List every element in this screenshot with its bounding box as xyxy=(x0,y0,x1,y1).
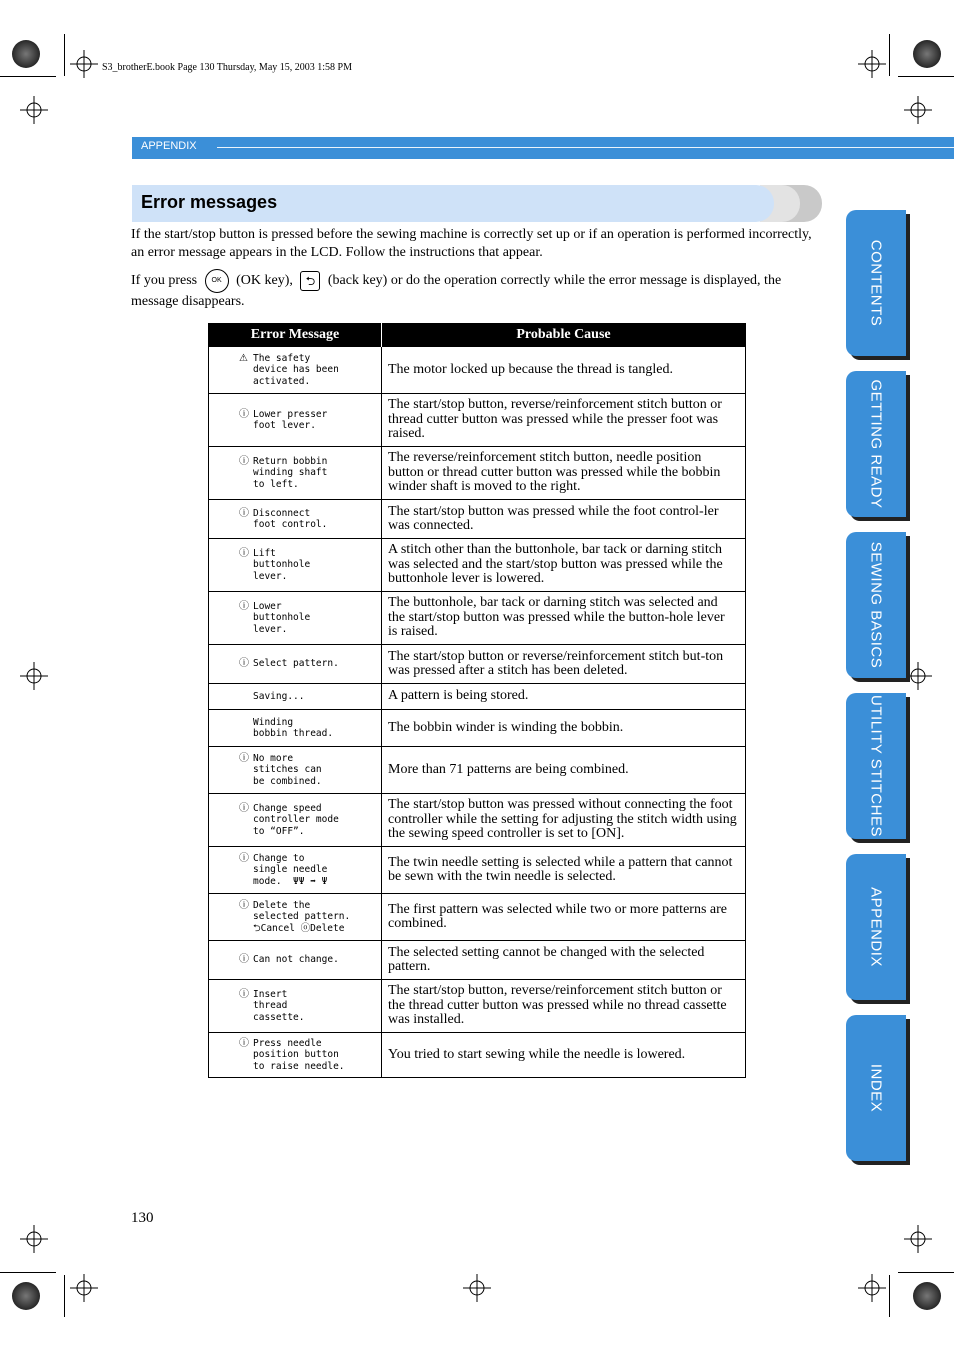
page-number: 130 xyxy=(131,1210,154,1226)
crosshair-mark xyxy=(904,1225,932,1253)
tab-label: APPENDIX xyxy=(867,887,885,967)
tab-label: CONTENTS xyxy=(867,239,885,327)
info-icon: ⓘ xyxy=(239,954,249,966)
info-icon: ⓘ xyxy=(239,1037,249,1049)
error-message-cell xyxy=(209,1033,382,1078)
crop-line xyxy=(0,76,56,77)
probable-cause-cell: You tried to start sewing while the needle is lowered. xyxy=(382,1033,746,1078)
info-icon: ⓘ xyxy=(239,547,249,559)
lcd-message: Select pattern. xyxy=(253,658,339,670)
lcd-message: Change speed controller mode to “OFF”. xyxy=(253,802,339,837)
lcd-message: Can not change. xyxy=(253,954,339,966)
section-label: APPENDIX xyxy=(141,140,197,152)
error-message-cell xyxy=(209,710,382,747)
lcd-message: Return bobbin winding shaft to left. xyxy=(253,455,328,490)
tab-sewing-basics[interactable] xyxy=(846,532,906,678)
ok-key-text: (OK key), xyxy=(236,273,293,289)
tab-label: UTILITY STITCHES xyxy=(867,695,885,837)
lcd-message: Lower presser foot lever. xyxy=(253,408,328,431)
registration-mark-top-left xyxy=(12,40,40,68)
crop-line xyxy=(889,34,890,76)
probable-cause-cell: The reverse/reinforcement stitch button, needle position button or thread cutter button was pressed while the bobbin winder shaft is moved to the right. xyxy=(382,447,746,500)
lcd-message: No more stitches can be combined. xyxy=(253,752,322,787)
probable-cause-cell: The start/stop button, reverse/reinforcement stitch button or the thread cutter button was pressed while no thread cassette was installed. xyxy=(382,980,746,1033)
probable-cause-cell: More than 71 patterns are being combined. xyxy=(382,747,746,794)
tab-getting-ready[interactable] xyxy=(846,371,906,517)
crosshair-mark xyxy=(70,1274,98,1302)
table-row xyxy=(209,941,746,980)
tab-appendix[interactable] xyxy=(846,854,906,1000)
file-header: S3_brotherE.book Page 130 Thursday, May 15, 2003 1:58 PM xyxy=(102,62,352,73)
crop-line xyxy=(64,34,65,76)
probable-cause-cell: The start/stop button was pressed while the foot control-ler was connected. xyxy=(382,500,746,539)
crosshair-mark xyxy=(463,1274,491,1302)
error-message-cell xyxy=(209,645,382,684)
table-row xyxy=(209,847,746,894)
section-bar xyxy=(132,137,954,159)
press-text-after: (back key) or do the operation correctly while the error message is displayed, the message disappears. xyxy=(131,273,782,309)
probable-cause-cell: A pattern is being stored. xyxy=(382,684,746,710)
tab-label: INDEX xyxy=(867,1063,885,1113)
press-paragraph xyxy=(131,269,821,311)
crop-line xyxy=(889,1275,890,1317)
table-row xyxy=(209,980,746,1033)
info-icon: ⓘ xyxy=(239,988,249,1000)
lcd-message: The safety device has been activated. xyxy=(253,352,339,387)
column-header-probable-cause: Probable Cause xyxy=(382,324,746,347)
crop-line xyxy=(64,1275,65,1317)
table-row xyxy=(209,710,746,747)
lcd-message: Press needle position button to raise needle. xyxy=(253,1037,345,1072)
tab-contents[interactable] xyxy=(846,210,906,356)
lcd-message: Delete the selected pattern. ⮌Cancel ⓞDelete xyxy=(253,899,351,934)
crop-line xyxy=(898,1272,954,1273)
back-key-icon: ⮌ xyxy=(300,271,320,291)
error-message-cell xyxy=(209,500,382,539)
error-message-cell xyxy=(209,894,382,941)
tab-index[interactable] xyxy=(846,1015,906,1161)
crosshair-mark xyxy=(904,96,932,124)
probable-cause-cell: The start/stop button or reverse/reinforcement stitch but-ton was pressed after a stitch has been deleted. xyxy=(382,645,746,684)
info-icon: ⓘ xyxy=(239,852,249,864)
error-message-cell xyxy=(209,941,382,980)
error-message-cell xyxy=(209,794,382,847)
probable-cause-cell: The selected setting cannot be changed with the selected pattern. xyxy=(382,941,746,980)
lcd-message: Lift buttonhole lever. xyxy=(253,547,311,582)
table-row xyxy=(209,794,746,847)
tab-label: SEWING BASICS xyxy=(867,541,885,669)
info-icon: ⓘ xyxy=(239,600,249,612)
crosshair-mark xyxy=(904,662,932,690)
info-icon: ⓘ xyxy=(239,455,249,467)
table-row xyxy=(209,894,746,941)
error-message-cell xyxy=(209,747,382,794)
info-icon: ⓘ xyxy=(239,802,249,814)
probable-cause-cell: The buttonhole, bar tack or darning stitch was selected and the start/stop button was pressed while the button-hole lever is raised. xyxy=(382,592,746,645)
probable-cause-cell: The first pattern was selected while two or more patterns are combined. xyxy=(382,894,746,941)
error-table xyxy=(208,323,746,1078)
probable-cause-cell: The start/stop button was pressed without connecting the foot controller while the setting for adjusting the stitch width using the sewing speed controller is set to [ON]. xyxy=(382,794,746,847)
table-row xyxy=(209,500,746,539)
crosshair-mark xyxy=(20,662,48,690)
tab-utility-stitches[interactable] xyxy=(846,693,906,839)
crosshair-mark xyxy=(20,1225,48,1253)
lcd-message: Winding bobbin thread. xyxy=(253,716,334,739)
tab-label: GETTING READY xyxy=(867,379,885,509)
lcd-message: Saving... xyxy=(253,690,305,702)
error-message-cell xyxy=(209,847,382,894)
crosshair-mark xyxy=(20,96,48,124)
registration-mark-top-right xyxy=(913,40,941,68)
intro-paragraph: If the start/stop button is pressed before the sewing machine is correctly set up or if an operation is performed incorrectly, an error message appears in the LCD. Follow the instructions that appear. xyxy=(131,227,812,260)
lcd-message: Disconnect foot control. xyxy=(253,507,328,530)
error-message-cell xyxy=(209,347,382,394)
table-row xyxy=(209,539,746,592)
info-icon: ⓘ xyxy=(239,408,249,420)
crosshair-mark xyxy=(858,1274,886,1302)
table-row xyxy=(209,592,746,645)
info-icon: ⓘ xyxy=(239,752,249,764)
error-message-cell xyxy=(209,447,382,500)
probable-cause-cell: The motor locked up because the thread is tangled. xyxy=(382,347,746,394)
registration-mark-bottom-left xyxy=(12,1282,40,1310)
error-message-cell xyxy=(209,539,382,592)
crosshair-mark xyxy=(858,50,886,78)
ok-key-icon: OK xyxy=(205,269,229,293)
error-message-cell xyxy=(209,684,382,710)
probable-cause-cell: The start/stop button, reverse/reinforcement stitch button or thread cutter button was pressed while the presser foot was raised. xyxy=(382,394,746,447)
info-icon: ⓘ xyxy=(239,507,249,519)
press-text-before: If you press xyxy=(131,273,198,289)
crosshair-mark xyxy=(70,50,98,78)
registration-mark-bottom-right xyxy=(913,1282,941,1310)
table-row xyxy=(209,747,746,794)
info-icon: ⓘ xyxy=(239,899,249,911)
crop-line xyxy=(0,1272,56,1273)
section-bar-rule xyxy=(217,147,954,148)
probable-cause-cell: The bobbin winder is winding the bobbin. xyxy=(382,710,746,747)
probable-cause-cell: A stitch other than the buttonhole, bar tack or darning stitch was selected and the start/stop button was pressed while the buttonhole lever is lowered. xyxy=(382,539,746,592)
error-message-cell xyxy=(209,394,382,447)
warning-icon: ⚠ xyxy=(239,352,248,364)
probable-cause-cell: The twin needle setting is selected while a pattern that cannot be sewn with the twin needle is selected. xyxy=(382,847,746,894)
column-header-error-message: Error Message xyxy=(209,324,382,347)
error-message-cell xyxy=(209,980,382,1033)
error-message-cell xyxy=(209,592,382,645)
table-row xyxy=(209,347,746,394)
page-title: Error messages xyxy=(141,192,278,212)
lcd-message: Change to single needle mode. ΨΨ ➡ Ψ xyxy=(253,852,328,887)
table-row xyxy=(209,447,746,500)
info-icon: ⓘ xyxy=(239,658,249,670)
lcd-message: Insert thread cassette. xyxy=(253,988,305,1023)
crop-line xyxy=(898,76,954,77)
lcd-message: Lower buttonhole lever. xyxy=(253,600,311,635)
table-row xyxy=(209,1033,746,1078)
table-row xyxy=(209,684,746,710)
table-row xyxy=(209,394,746,447)
table-row xyxy=(209,645,746,684)
